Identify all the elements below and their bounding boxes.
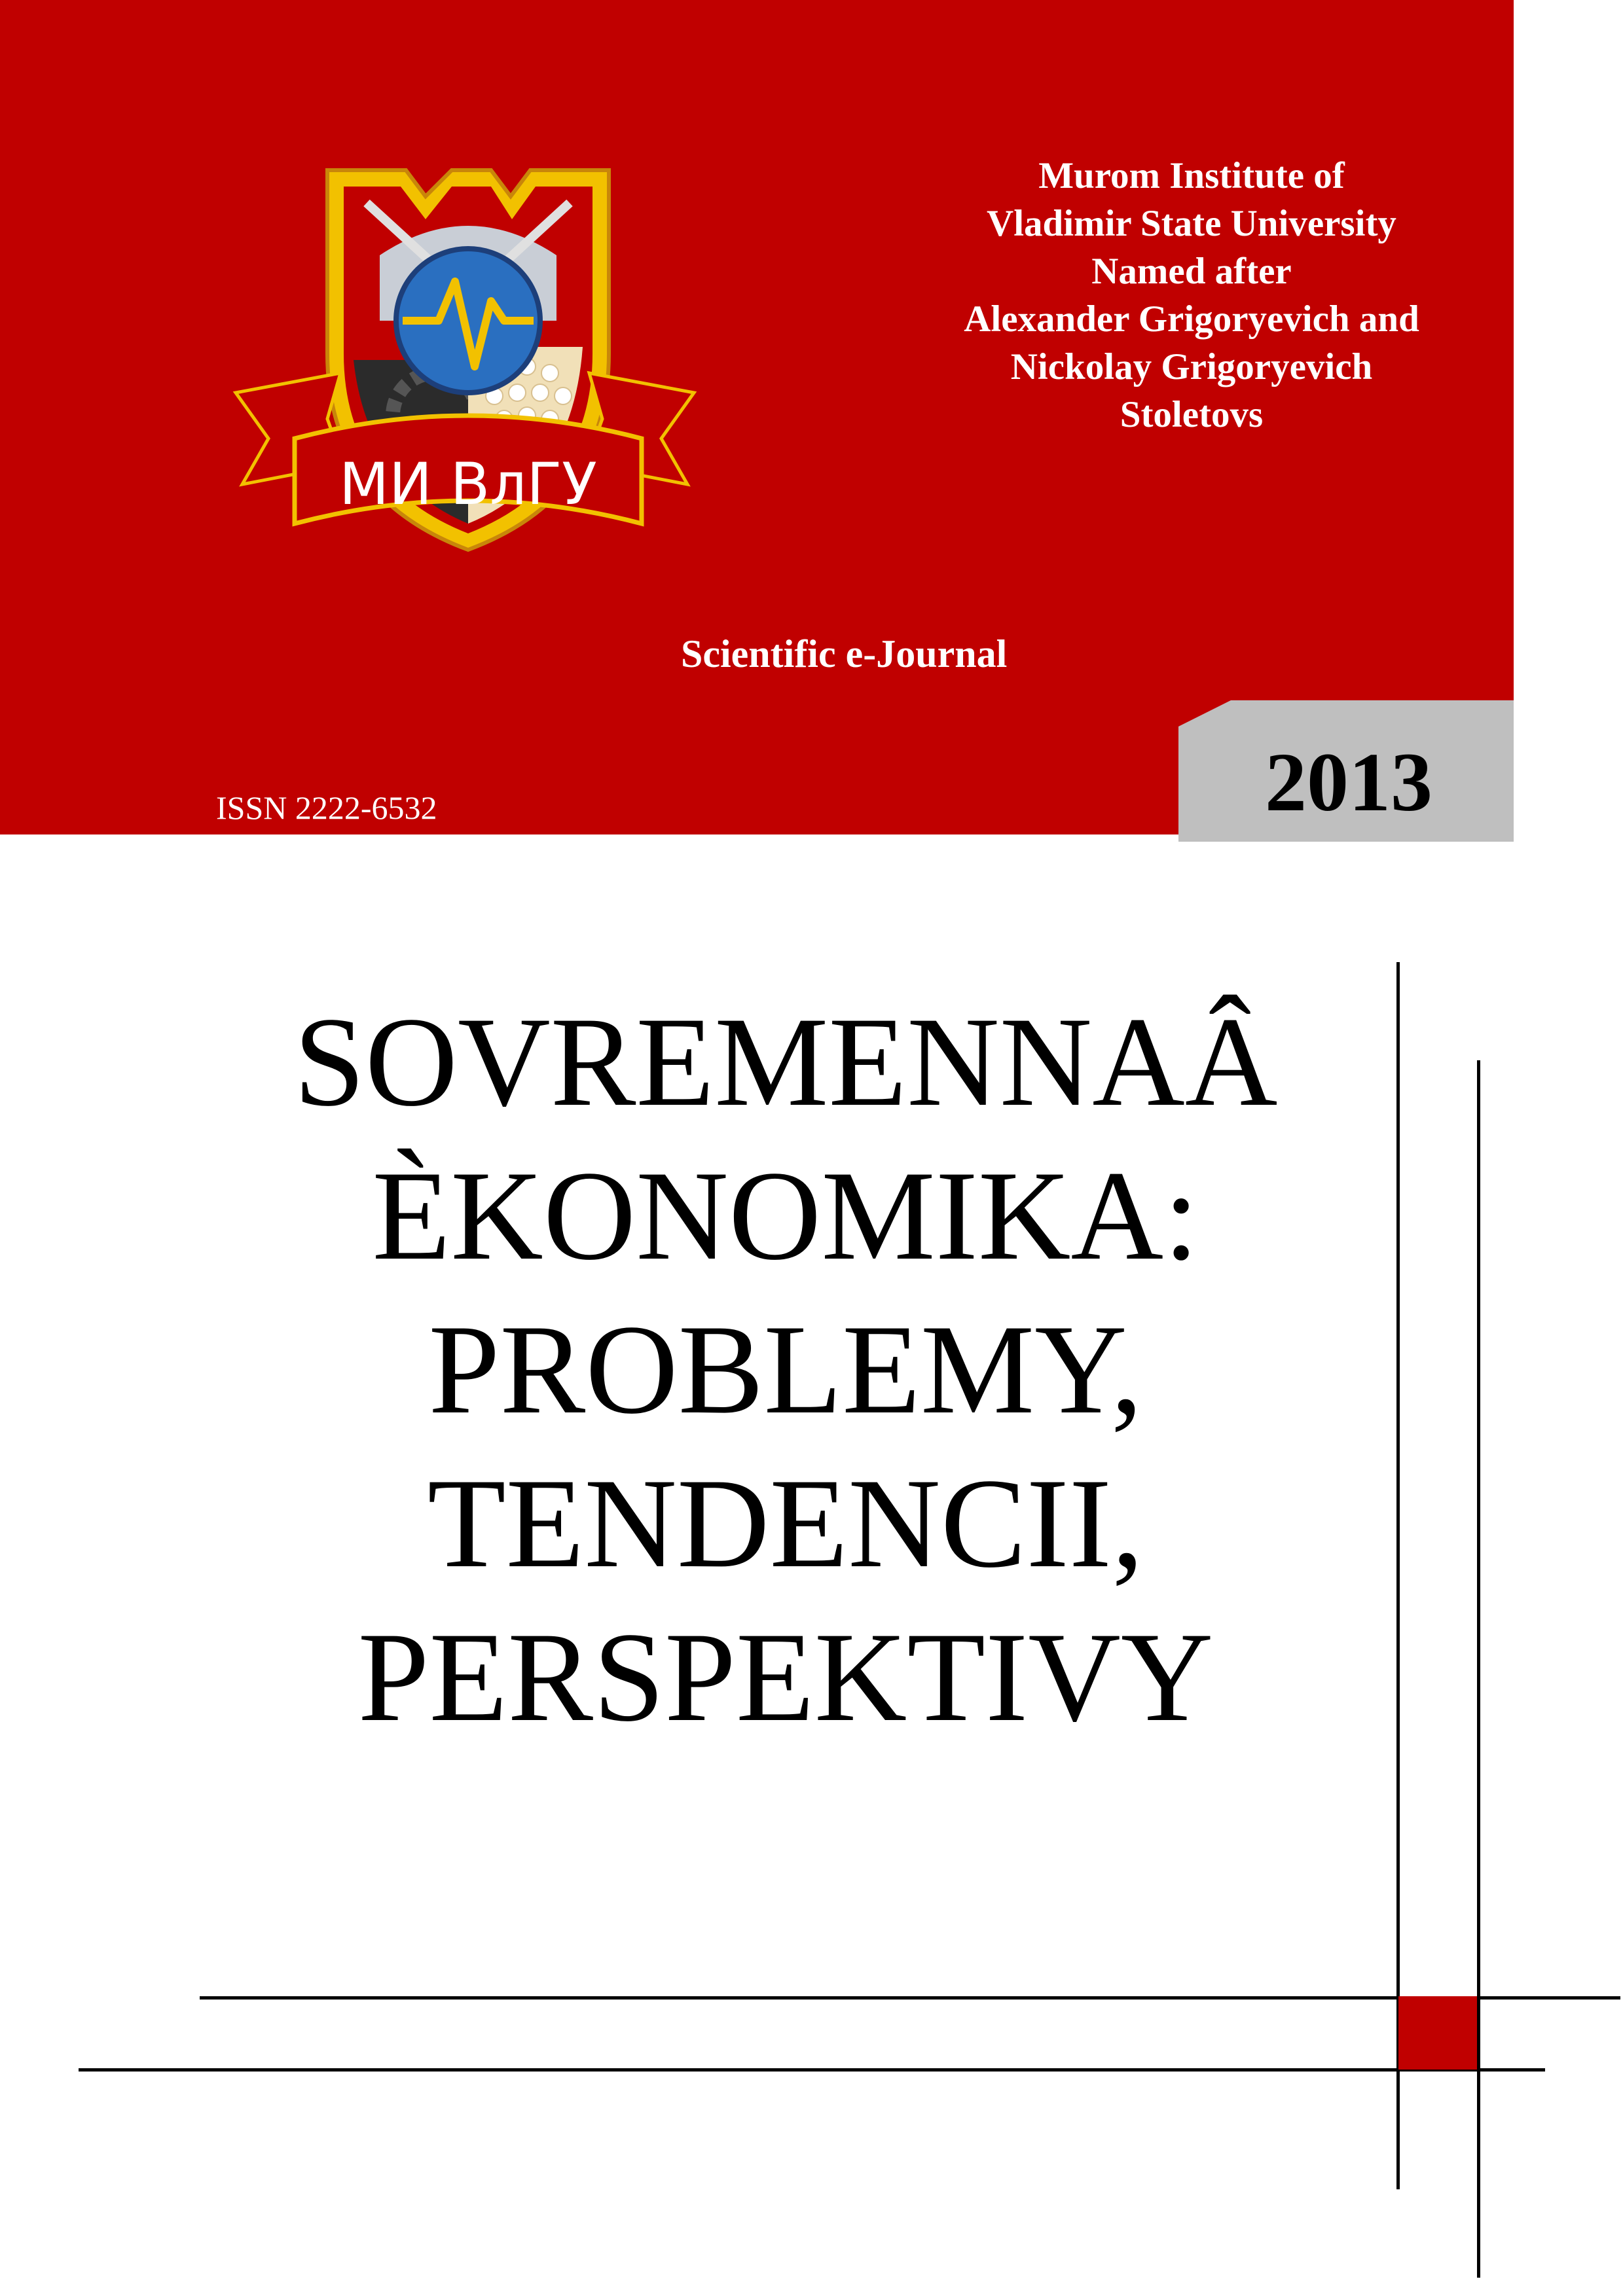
issn-label: ISSN 2222-6532: [216, 789, 437, 826]
title-line: ÈKONOMIKA:: [372, 1145, 1199, 1287]
vertical-line-right: [1477, 1060, 1480, 2278]
institution-line: Nickolay Grigoryevich: [1010, 346, 1373, 387]
institution-name: [871, 152, 1512, 439]
institution-line: Vladimir State University: [987, 203, 1396, 244]
institution-line: Murom Institute of: [1038, 155, 1345, 196]
corner-red-square: [1398, 1996, 1477, 2070]
institute-emblem: [229, 157, 701, 583]
title-line: PERSPEKTIVY: [357, 1606, 1214, 1748]
institution-line: Named after: [1091, 251, 1292, 292]
journal-title: [164, 985, 1408, 1754]
year-label: 2013: [1265, 736, 1432, 829]
title-line: PROBLEMY,: [428, 1299, 1143, 1441]
title-line: TENDENCII,: [427, 1452, 1144, 1594]
institution-line: Alexander Grigoryevich and: [964, 298, 1419, 340]
institution-line: Stoletovs: [1120, 394, 1264, 435]
journal-type: Scientific e-Journal: [681, 632, 1008, 675]
title-line: SOVREMENNAÂ: [293, 991, 1278, 1133]
horizontal-line-bottom: [79, 2068, 1545, 2072]
banner-text: МИ ВлГУ: [339, 450, 597, 518]
